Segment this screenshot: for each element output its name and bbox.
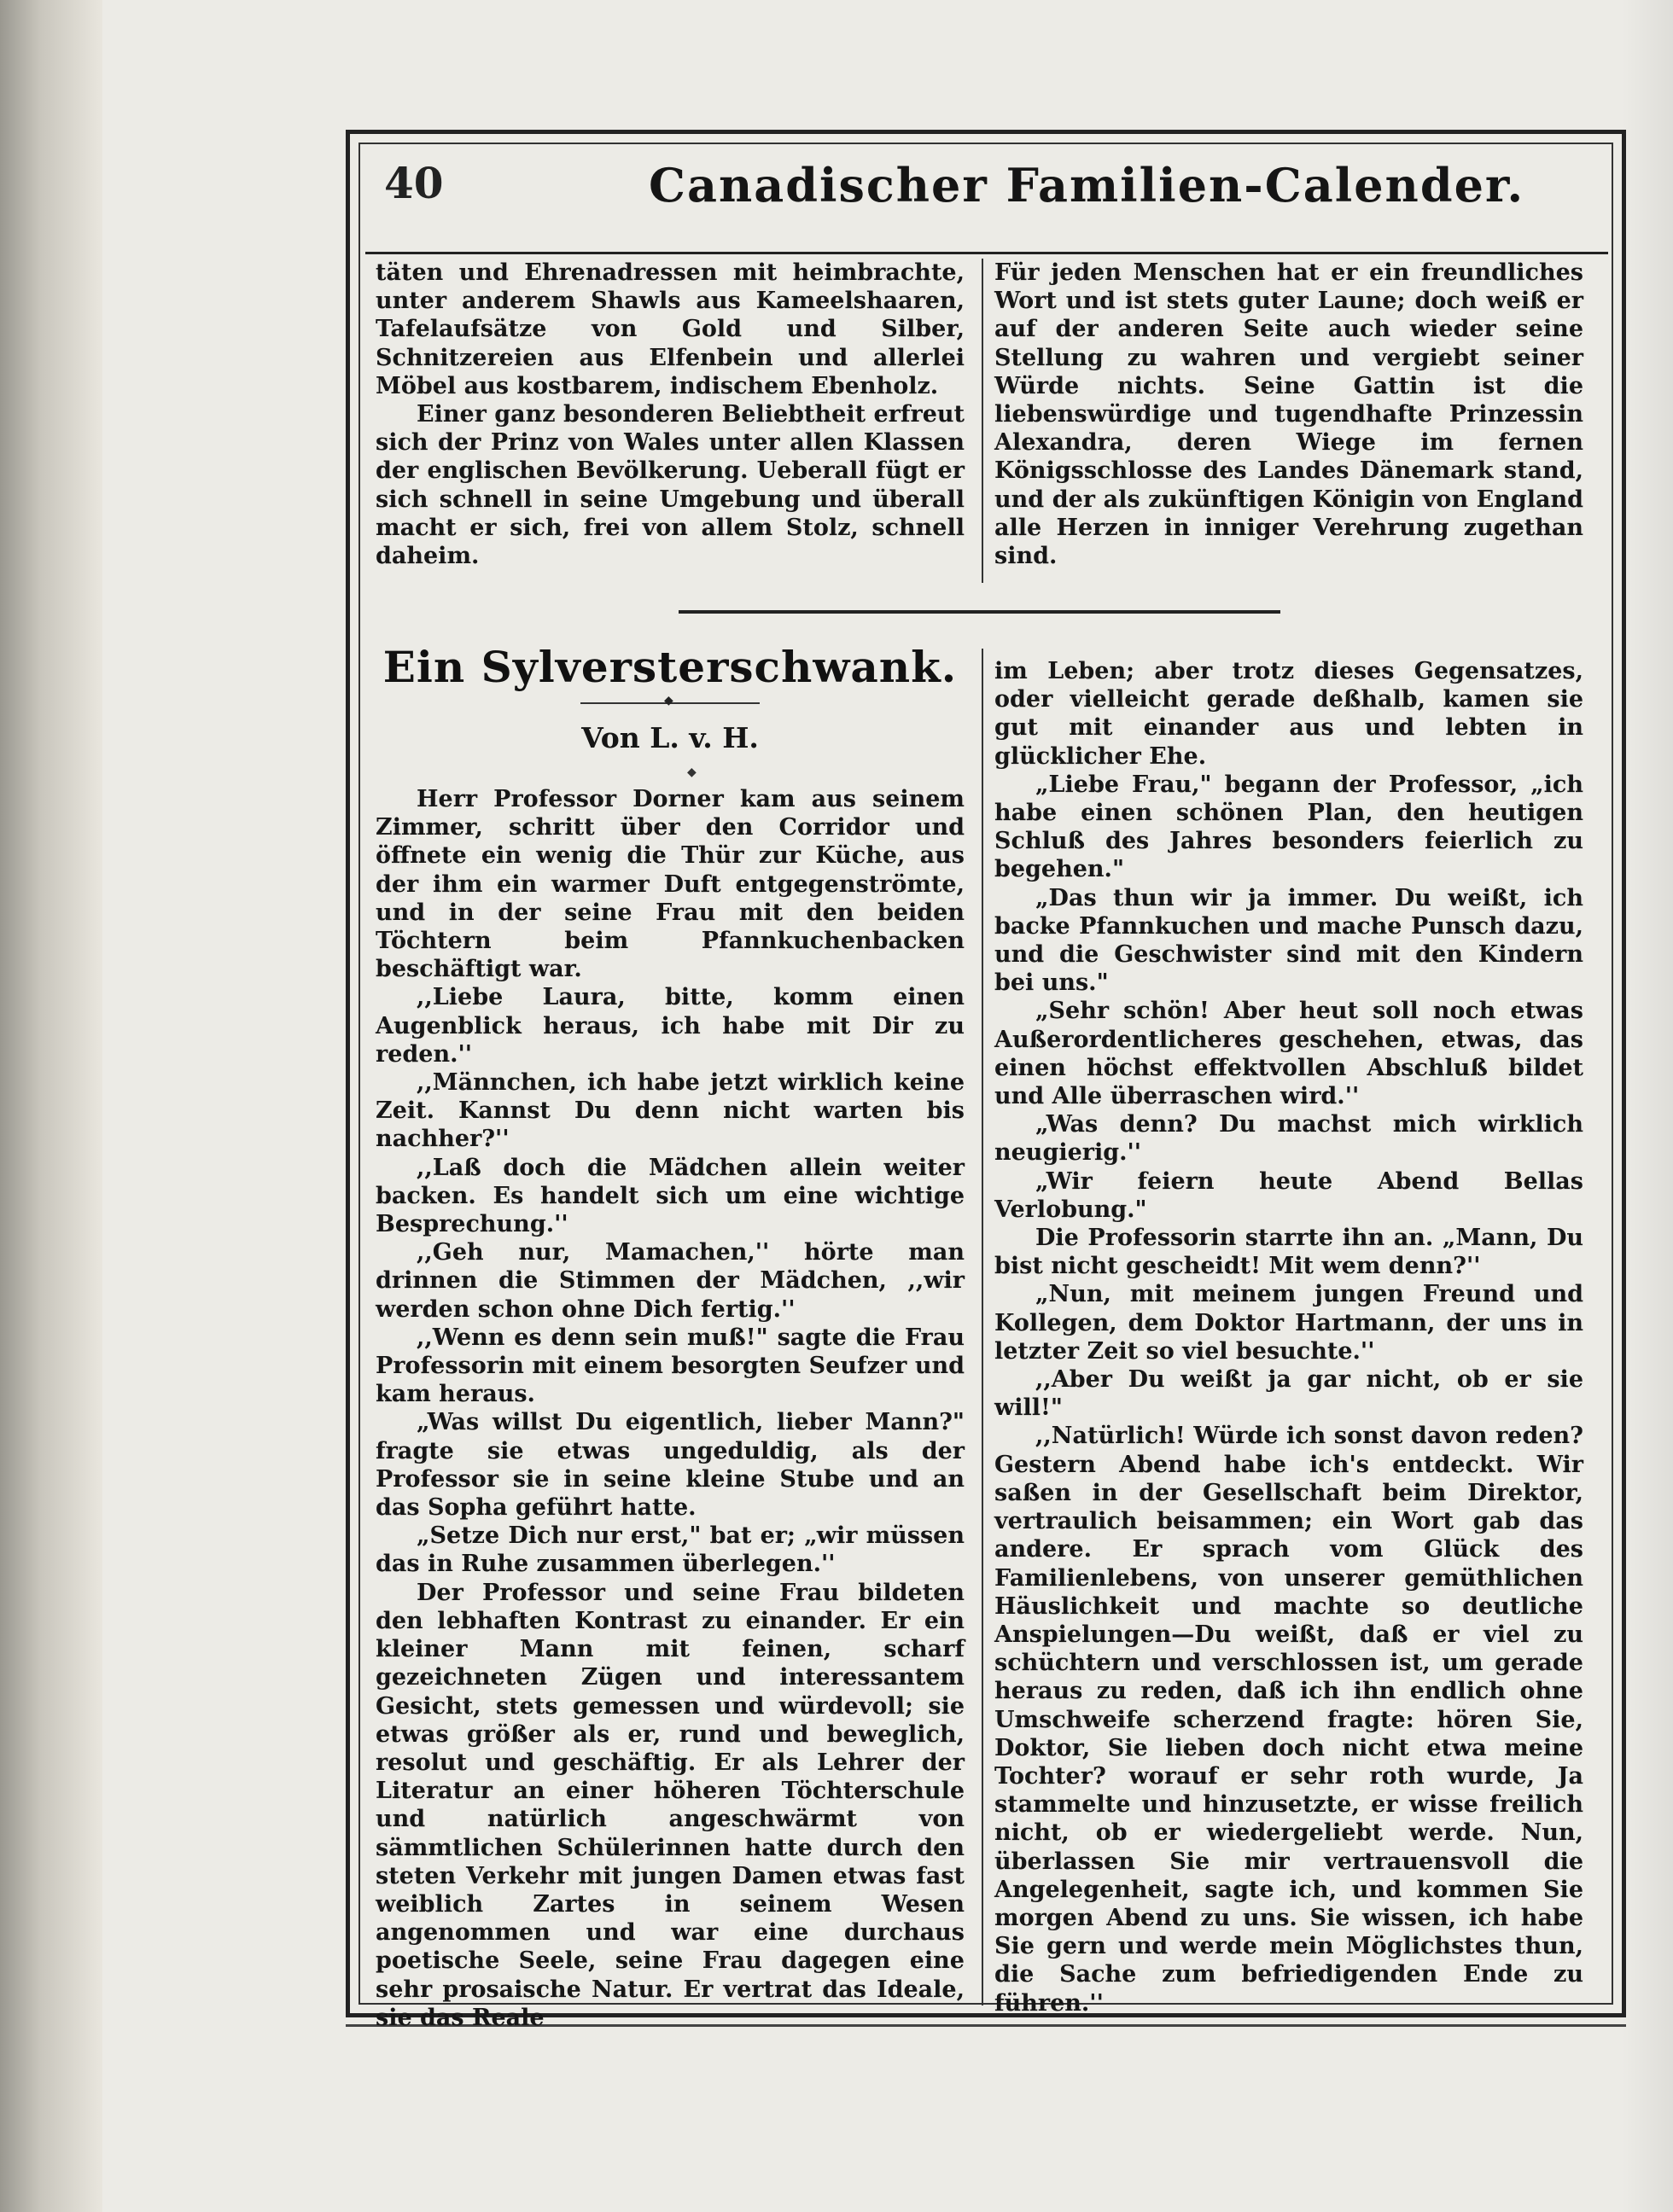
paragraph: ,,Aber Du weißt ja gar nicht, ob er sie will!" xyxy=(994,1366,1583,1422)
paragraph: Einer ganz besonderen Beliebtheit erfreut sich der Prinz von Wales unter allen Klassen der englischen Bevölkerung. Ueberall fügt er sich schnell in seine Umgebung und überall macht er sich, frei von allem Stolz, schnell daheim. xyxy=(376,401,965,570)
paragraph: „Was denn? Du machst mich wirklich neugierig.'' xyxy=(994,1111,1583,1167)
paragraph: ,,Geh nur, Mamachen,'' hörte man drinnen die Stimmen der Mädchen, ,,wir werden schon ohne Dich fertig.'' xyxy=(376,1239,965,1323)
paragraph: „Sehr schön! Aber heut soll noch etwas Außerordentlicheres geschehen, etwas, das einen höchst effektvollen Abschluß bildet und Alle überraschen wird.'' xyxy=(994,998,1583,1110)
paragraph: ,,Laß doch die Mädchen allein weiter backen. Es handelt sich um eine wichtige Besprechung.'' xyxy=(376,1154,965,1238)
paragraph: „Das thun wir ja immer. Du weißt, ich backe Pfannkuchen und mache Punsch dazu, und die Geschwister sind mit den Kindern bei uns." xyxy=(994,884,1583,997)
header-rule xyxy=(365,252,1608,254)
article-column-rule xyxy=(982,649,983,2005)
running-title: Canadischer Familien-Calender. xyxy=(649,158,1525,212)
page-number: 40 xyxy=(384,158,444,208)
article-right-column xyxy=(994,657,1583,2017)
top-right-column xyxy=(994,259,1583,570)
paragraph: im Leben; aber trotz dieses Gegensatzes, oder vielleicht gerade deßhalb, kamen sie gut mit einander aus und lebten in glücklicher Ehe. xyxy=(994,658,1583,770)
paragraph: „Wir feiern heute Abend Bellas Verlobung." xyxy=(994,1167,1583,1223)
paragraph: Für jeden Menschen hat er ein freundliches Wort und ist stets guter Laune; doch weiß er auf der anderen Seite auch wieder seine Stellung zu wahren und vergiebt seiner Würde nichts. Seine Gattin ist die liebenswürdige und tugendhafte Prinzessin Alexandra, deren Wiege im fernen Königsschlosse des Landes Dänemark stand, und der als zukünftigen Königin von England alle Herzen in inniger Verehrung zugethan sind. xyxy=(994,259,1583,570)
byline-ornament: ◆ xyxy=(687,765,697,779)
scan-left-edge xyxy=(0,0,102,2212)
paragraph: Herr Professor Dorner kam aus seinem Zimmer, schritt über den Corridor und öffnete ein wenig die Thür zur Küche, aus der ihm ein warmer Duft entgegenströmte, und in der seine Frau mit den beiden Töchtern beim Pfannkuchenbacken beschäftigt war. xyxy=(376,786,965,983)
top-column-rule xyxy=(982,259,983,583)
section-separator xyxy=(679,610,1280,614)
paragraph: ,,Natürlich! Würde ich sonst davon reden? Gestern Abend habe ich's entdeckt. Wir saßen in der Gesellschaft beim Direktor, vertraulich beisammen; ein Wort gab das andere. Er sprach vom Glück des Familienlebens, von unserer gemüthlichen Häuslichkeit und machte so deutliche Anspielungen—Du weißt, daß er viel zu schüchtern und verschlossen ist, um gerade heraus zu reden, daß ich ihn endlich ohne Umschweife scherzend fragte: hören Sie, Doktor, Sie lieben doch nicht etwa meine Tochter? worauf er sehr roth wurde, Ja stammelte und hinzusetzte, er wisse freilich nicht, ob er wiedergeliebt werde. Nun, überlassen Sie mir vertrauensvoll die Angelegenheit, sagte ich, und kommen Sie morgen Abend zu uns. Sie wissen, ich habe Sie gern und werde mein Möglichstes thun, die Sache zum befriedigenden Ende zu führen.'' xyxy=(994,1423,1583,2017)
article-title: Ein Sylversterschwank. xyxy=(382,642,958,692)
paragraph: täten und Ehrenadressen mit heimbrachte, unter anderem Shawls aus Kameelshaaren, Tafelaufsätze von Gold und Silber, Schnitzereien aus Elfenbein und allerlei Möbel aus kostbarem, indischem Ebenholz. xyxy=(376,259,965,399)
paragraph: ,,Männchen, ich habe jetzt wirklich keine Zeit. Kannst Du denn nicht warten bis nachher?'' xyxy=(376,1069,965,1153)
paragraph: „Was willst Du eigentlich, lieber Mann?" fragte sie etwas ungeduldig, als der Professor sie in seine kleine Stube und an das Sopha geführt hatte. xyxy=(376,1409,965,1522)
title-ornament xyxy=(580,702,760,704)
paragraph: Die Professorin starrte ihn an. „Mann, Du bist nicht gescheidt! Mit wem denn?'' xyxy=(994,1225,1583,1280)
paragraph: ,,Wenn es denn sein muß!" sagte die Frau Professorin mit einem besorgten Seufzer und kam heraus. xyxy=(376,1324,965,1408)
paragraph: „Liebe Frau," begann der Professor, „ich habe einen schönen Plan, den heutigen Schluß des Jahres besonders feierlich zu begehen." xyxy=(994,771,1583,883)
paragraph: ,,Liebe Laura, bitte, komm einen Augenblick heraus, ich habe mit Dir zu reden.'' xyxy=(376,984,965,1068)
paragraph: Der Professor und seine Frau bildeten den lebhaften Kontrast zu einander. Er ein kleiner Mann mit feinen, scharf gezeichneten Zügen und interessantem Gesicht, stets gemessen und würdevoll; sie etwas größer als er, rund und beweglich, resolut und geschäftig. Er als Lehrer der Literatur an einer höheren Töchterschule und natürlich angeschwärmt von sämmtlichen Schülerinnen hatte durch den steten Verkehr mit jungen Damen etwas fast weiblich Zartes in seinem Wesen angenommen und war eine durchaus poetische Seele, seine Frau dagegen eine sehr prosaische Natur. Er vertrat das Ideale, sie das Reale xyxy=(376,1579,965,2031)
article-byline: Von L. v. H. xyxy=(581,721,759,754)
paragraph: „Nun, mit meinem jungen Freund und Kollegen, dem Doktor Hartmann, der uns in letzter Zeit so viel besuchte.'' xyxy=(994,1281,1583,1365)
article-left-column xyxy=(376,785,965,2032)
paragraph: „Setze Dich nur erst," bat er; „wir müssen das in Ruhe zusammen überlegen.'' xyxy=(376,1522,965,1578)
top-left-column xyxy=(376,259,965,570)
